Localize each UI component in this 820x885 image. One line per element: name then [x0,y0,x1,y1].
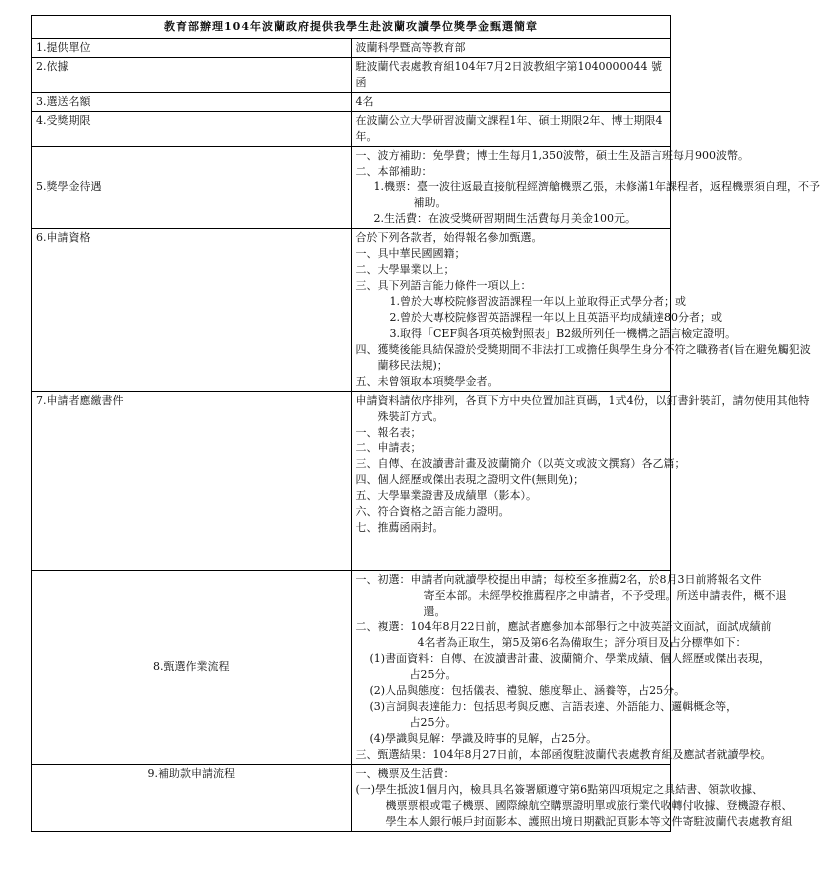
text-line: 2.曾於大專校院修習英語課程一年以上且英語平均成績達80分者；或 [389,310,722,324]
row-content [351,146,820,229]
row-label: 5.獎學金待遇 [32,146,352,229]
row-label: 7.申請者應繳書件 [32,391,352,570]
title-row [32,16,671,39]
text-line: 補助。 [413,196,447,210]
text-line: 申請資料請依序排列，各頁下方中央位置加註頁碼，1式4份，以釘書針裝訂，請勿使用其他特 [355,393,810,407]
text-line: 三、具下列語言能力條件一項以上： [355,279,532,293]
table-row [32,391,671,570]
text-line: (2)人品與態度：包括儀表、禮貌、態度舉止、涵養等，占25分。 [369,684,686,698]
table-row [32,92,671,111]
text-line: 殊裝訂方式。 [377,409,444,423]
row-label: 4.受獎期限 [32,111,352,146]
text-line: 占25分。 [409,716,457,730]
row-content [351,229,811,391]
row-label: 3.選送名額 [32,92,352,111]
text-line: 一、具中華民國國籍； [355,247,466,261]
text-line: 蘭移民法規)； [377,358,448,372]
row-label: 6.申請資格 [32,229,352,391]
text-line: 一、機票及生活費： [355,766,455,780]
row-content [351,764,793,831]
text-line: 還。 [423,604,446,618]
text-line: (3)言詞與表達能力：包括思考與反應、言語表達、外語能力、邏輯概念等， [369,700,738,714]
row-content: 在波蘭公立大學研習波蘭文課程1年、碩士期限2年、博士期限4年。 [351,111,671,146]
table-row [32,38,671,57]
text-line: 一、報名表； [355,425,422,439]
text-line: 一、初選：申請者向就讀學校提出申請；每校至多推薦2名，於8月3日前將報名文件 [355,572,762,586]
table-row [32,764,671,831]
text-line: 三、甄選結果：104年8月27日前，本部函復駐波蘭代表處教育組及應試者就讀學校。 [355,747,772,761]
text-line: (1)書面資料：自傳、在波讀書計畫、波蘭簡介、學業成績、個人經歷或傑出表現， [369,652,771,666]
text-line: 學生本人銀行帳戶封面影本、護照出境日期戳記頁影本等文件寄駐波蘭代表處教育組 [385,814,793,828]
text-line: 二、申請表； [355,441,422,455]
text-line: 二、本部補助： [355,164,433,178]
row-label: 9.補助款申請流程 [32,764,352,831]
row-content [351,391,810,570]
text-line: 三、自傳、在波讀書計畫及波蘭簡介（以英文或波文撰寫）各乙篇； [355,457,686,471]
text-line: 五、未曾領取本項獎學金者。 [355,374,499,388]
table-row [32,229,671,391]
text-line: 寄至本部。未經學校推薦程序之申請者，不予受理。所送申請表件，概不退 [423,588,787,602]
text-line: 二、複選：104年8月22日前，應試者應參加本部舉行之中波英語文面試，面試成績前 [355,620,772,634]
text-line: 機票票根或電子機票、國際線航空購票證明單或旅行業代收轉付收據、登機證存根、 [385,798,793,812]
table-row [32,111,671,146]
table-row [32,57,671,92]
row-label: 2.依據 [32,57,352,92]
table-row [32,146,671,229]
text-line: 七、推薦函兩封。 [355,521,444,535]
row-content [351,570,787,764]
row-content: 駐波蘭代表處教育組104年7月2日波教組字第1040000044 號函 [351,57,671,92]
row-label: 1.提供單位 [32,38,352,57]
text-line: 1.曾於大專校院修習波語課程一年以上並取得正式學分者；或 [389,295,686,308]
row-content: 4名 [351,92,671,111]
table-row [32,570,671,764]
regulation-table [31,15,820,832]
document-title: 教育部辦理104年波蘭政府提供我學生赴波蘭攻讀學位獎學金甄選簡章 [32,16,671,39]
text-line: 占25分。 [409,668,457,682]
text-line: 二、大學畢業以上； [355,263,455,277]
text-line: 六、符合資格之語言能力證明。 [355,505,510,519]
text-line: 合於下列各款者，始得報名參加甄選。 [355,231,543,245]
row-label: 8.甄選作業流程 [32,570,352,764]
text-line: 1.機票：臺一波往返最直接航程經濟艙機票乙張，未修滿1年課程者，返程機票須自理，不予 [373,180,820,194]
text-line: (一)學生抵波1個月內，檢具具名簽署願遵守第6點第四項規定之具結書、領款收據、 [355,782,764,796]
row-content: 波蘭科學暨高等教育部 [351,38,671,57]
text-line: 四、獲獎後能具結保證於受獎期間不非法打工或擔任與學生身分不符之職務者(旨在避免觸犯波 [355,342,811,356]
text-line: 4名者為正取生，第5及第6名為備取生；評分項目及占分標準如下： [417,636,747,650]
text-line: 2.生活費：在波受獎研習期間生活費每月美金100元。 [373,212,636,226]
text-line: 一、波方補助：免學費；博士生每月1,350波幣，碩士生及語言班每月900波幣。 [355,148,749,162]
text-line: 五、大學畢業證書及成績單（影本）。 [355,489,537,503]
text-line: 3.取得「CEF與各項英檢對照表」B2級所列任一機構之語言檢定證明。 [389,326,737,340]
text-line: (4)學識與見解：學識及時事的見解，占25分。 [369,732,598,745]
text-line: 四、個人經歷或傑出表現之證明文件(無則免)； [355,473,585,487]
